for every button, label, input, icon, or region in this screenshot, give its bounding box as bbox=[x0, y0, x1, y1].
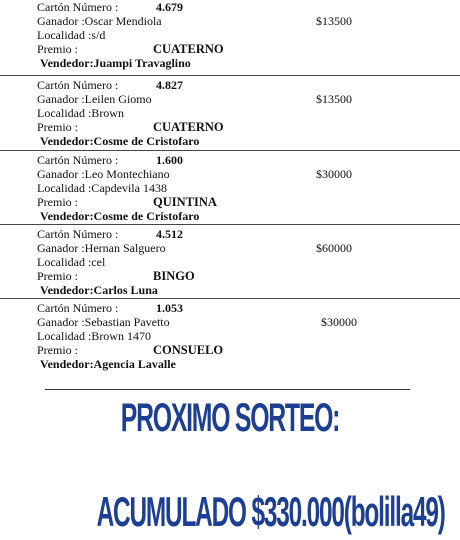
carton-number: 4.679 bbox=[156, 0, 183, 14]
prize-type: CUATERNO bbox=[153, 120, 224, 134]
prize-label: Premio : bbox=[37, 343, 78, 357]
prize-label: Premio : bbox=[37, 42, 78, 56]
prize-amount: $60000 bbox=[316, 241, 352, 255]
carton-number: 1.053 bbox=[156, 301, 183, 315]
carton-number: 4.512 bbox=[156, 227, 183, 241]
winner-name: Ganador :Oscar Mendiola bbox=[37, 14, 162, 28]
prize-amount: $30000 bbox=[316, 167, 352, 181]
locality: Localidad :Brown 1470 bbox=[37, 329, 151, 343]
winner-name: Ganador :Hernan Salguero bbox=[37, 241, 166, 255]
result-card bbox=[0, 299, 460, 375]
result-card bbox=[0, 76, 460, 151]
seller: Vendedor:Cosme de Cristofaro bbox=[40, 209, 200, 223]
result-card bbox=[0, 151, 460, 225]
carton-number: 4.827 bbox=[156, 78, 183, 92]
locality: Localidad :Brown bbox=[37, 106, 124, 120]
locality: Localidad :s/d bbox=[37, 28, 106, 42]
prize-amount: $13500 bbox=[316, 92, 352, 106]
carton-label: Cartón Número : bbox=[37, 78, 119, 92]
prize-type: CUATERNO bbox=[153, 42, 224, 56]
result-card bbox=[0, 225, 460, 299]
prize-type: CONSUELO bbox=[153, 343, 224, 357]
prize-type: QUINTINA bbox=[153, 195, 217, 209]
carton-label: Cartón Número : bbox=[37, 0, 119, 14]
prize-amount: $30000 bbox=[321, 315, 357, 329]
prize-label: Premio : bbox=[37, 195, 78, 209]
seller: Vendedor:Carlos Luna bbox=[40, 283, 158, 297]
jackpot-text: ACUMULADO $330.000(bolilla49) bbox=[96, 488, 445, 535]
seller: Vendedor:Agencia Lavalle bbox=[40, 357, 176, 371]
prize-type: BINGO bbox=[153, 269, 195, 283]
carton-label: Cartón Número : bbox=[37, 301, 119, 315]
prize-amount: $13500 bbox=[316, 14, 352, 28]
winner-name: Ganador :Leo Montechiano bbox=[37, 167, 170, 181]
prize-label: Premio : bbox=[37, 120, 78, 134]
section-divider bbox=[45, 389, 410, 390]
winner-name: Ganador :Sebastian Pavetto bbox=[37, 315, 170, 329]
seller: Vendedor:Cosme de Cristofaro bbox=[40, 134, 200, 148]
next-draw-heading: PROXIMO SORTEO: bbox=[120, 396, 340, 440]
prize-label: Premio : bbox=[37, 269, 78, 283]
carton-label: Cartón Número : bbox=[37, 227, 119, 241]
locality: Localidad :Capdevila 1438 bbox=[37, 181, 167, 195]
result-card bbox=[0, 0, 460, 76]
seller: Vendedor:Juampi Travaglino bbox=[40, 56, 191, 70]
carton-number: 1.600 bbox=[156, 153, 183, 167]
winner-name: Ganador :Leilen Giomo bbox=[37, 92, 152, 106]
locality: Localidad :cel bbox=[37, 255, 106, 269]
carton-label: Cartón Número : bbox=[37, 153, 119, 167]
